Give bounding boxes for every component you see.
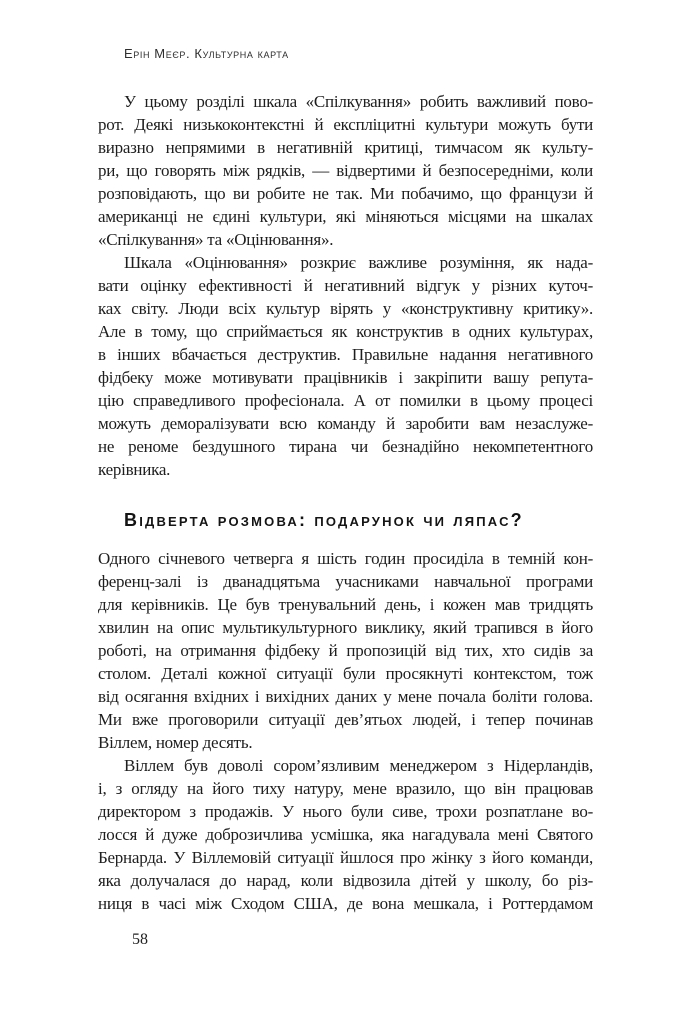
text-line: лосся й дуже доброзичлива усмішка, яка нагадувала мені Святого [98, 825, 593, 844]
running-header: Ерін Меєр. Культурна карта [124, 46, 289, 61]
text-line: і, з огляду на його тиху натуру, мене вразило, що він працював [98, 779, 593, 798]
text-line: Шкала «Оцінювання» розкриє важливе розуміння, як нада- [124, 253, 593, 272]
text-line: вати оцінку ефективності й негативний відгук у різних куточ- [98, 276, 593, 295]
text-line: керівника. [98, 460, 171, 479]
text-line: Бернарда. У Віллемовій ситуації йшлося про жінку з його команди, [98, 848, 593, 867]
text-line: роботі, на отримання фідбеку й пропозицій від тих, хто сидів за [98, 641, 593, 660]
page-number: 58 [132, 931, 148, 948]
text-block [98, 46, 593, 915]
text-line: ференц-залі із дванадцятьма учасниками навчальної програми [98, 572, 593, 591]
text-line: виразно непрямими в негативній критиці, тимчасом як культу- [98, 138, 593, 157]
text-line: ри, що говорять між рядків, — відвертими й безпосередніми, коли [98, 161, 593, 180]
text-line: Але в тому, що сприймається як конструктив в одних культурах, [98, 322, 593, 341]
paragraph [98, 547, 593, 754]
text-line: не реноме бездушного тирана чи безнадійно некомпетентного [98, 437, 593, 456]
text-line: яка долучалася до нарад, коли відвозила дітей у школу, бо різ- [98, 871, 593, 890]
paragraph [98, 251, 593, 481]
text-line: рот. Деякі низькоконтекстні й експліцитні культури можуть бути [98, 115, 593, 134]
text-line: ках світу. Люди всіх культур вірять у «конструктивну критику». [98, 299, 593, 318]
text-line: Одного січневого четверга я шість годин просиділа в темній кон- [98, 549, 593, 568]
text-line: можуть деморалізувати всю команду й заробити вам незаслуже- [98, 414, 593, 433]
text-line: директором з продажів. У нього були сиве, трохи розпатлане во- [98, 802, 593, 821]
text-line: в інших вбачається деструктив. Правильне надання негативного [98, 345, 593, 364]
text-line: розповідають, що ви робите не так. Ми побачимо, що французи й [98, 184, 593, 203]
text-line: «Спілкування» та «Оцінювання». [98, 230, 334, 249]
section-heading: Відверта розмова: подарунок чи ляпас? [124, 510, 524, 530]
paragraph [98, 90, 593, 251]
text-line: столом. Деталі кожної ситуації були просякнуті контекстом, тож [98, 664, 593, 683]
text-line: американці не єдині культури, які міняються місцями на шкалах [98, 207, 593, 226]
paragraph [98, 754, 593, 915]
text-line: для керівників. Це був тренувальний день, і кожен мав тридцять [98, 595, 593, 614]
text-line: Віллем, номер десять. [98, 733, 253, 752]
text-line: від осягання вхідних і вихідних даних у мене почала боліти голова. [98, 687, 593, 706]
text-line: Віллем був доволі сором’язливим менеджером з Нідерландів, [124, 756, 593, 775]
text-line: хвилин на опис мультикультурного виклику, який трапився в його [98, 618, 593, 637]
text-line: цію справедливого професіонала. А от помилки в цьому процесі [98, 391, 593, 410]
text-line: Ми вже проговорили ситуації дев’ятьох людей, і тепер починав [98, 710, 593, 729]
text-line: ниця в часі між Сходом США, де вона мешкала, і Роттердамом [98, 894, 593, 913]
text-line: фідбеку може мотивувати працівників і закріпити вашу репута- [98, 368, 593, 387]
text-line: У цьому розділі шкала «Спілкування» робить важливий пово- [124, 92, 593, 111]
